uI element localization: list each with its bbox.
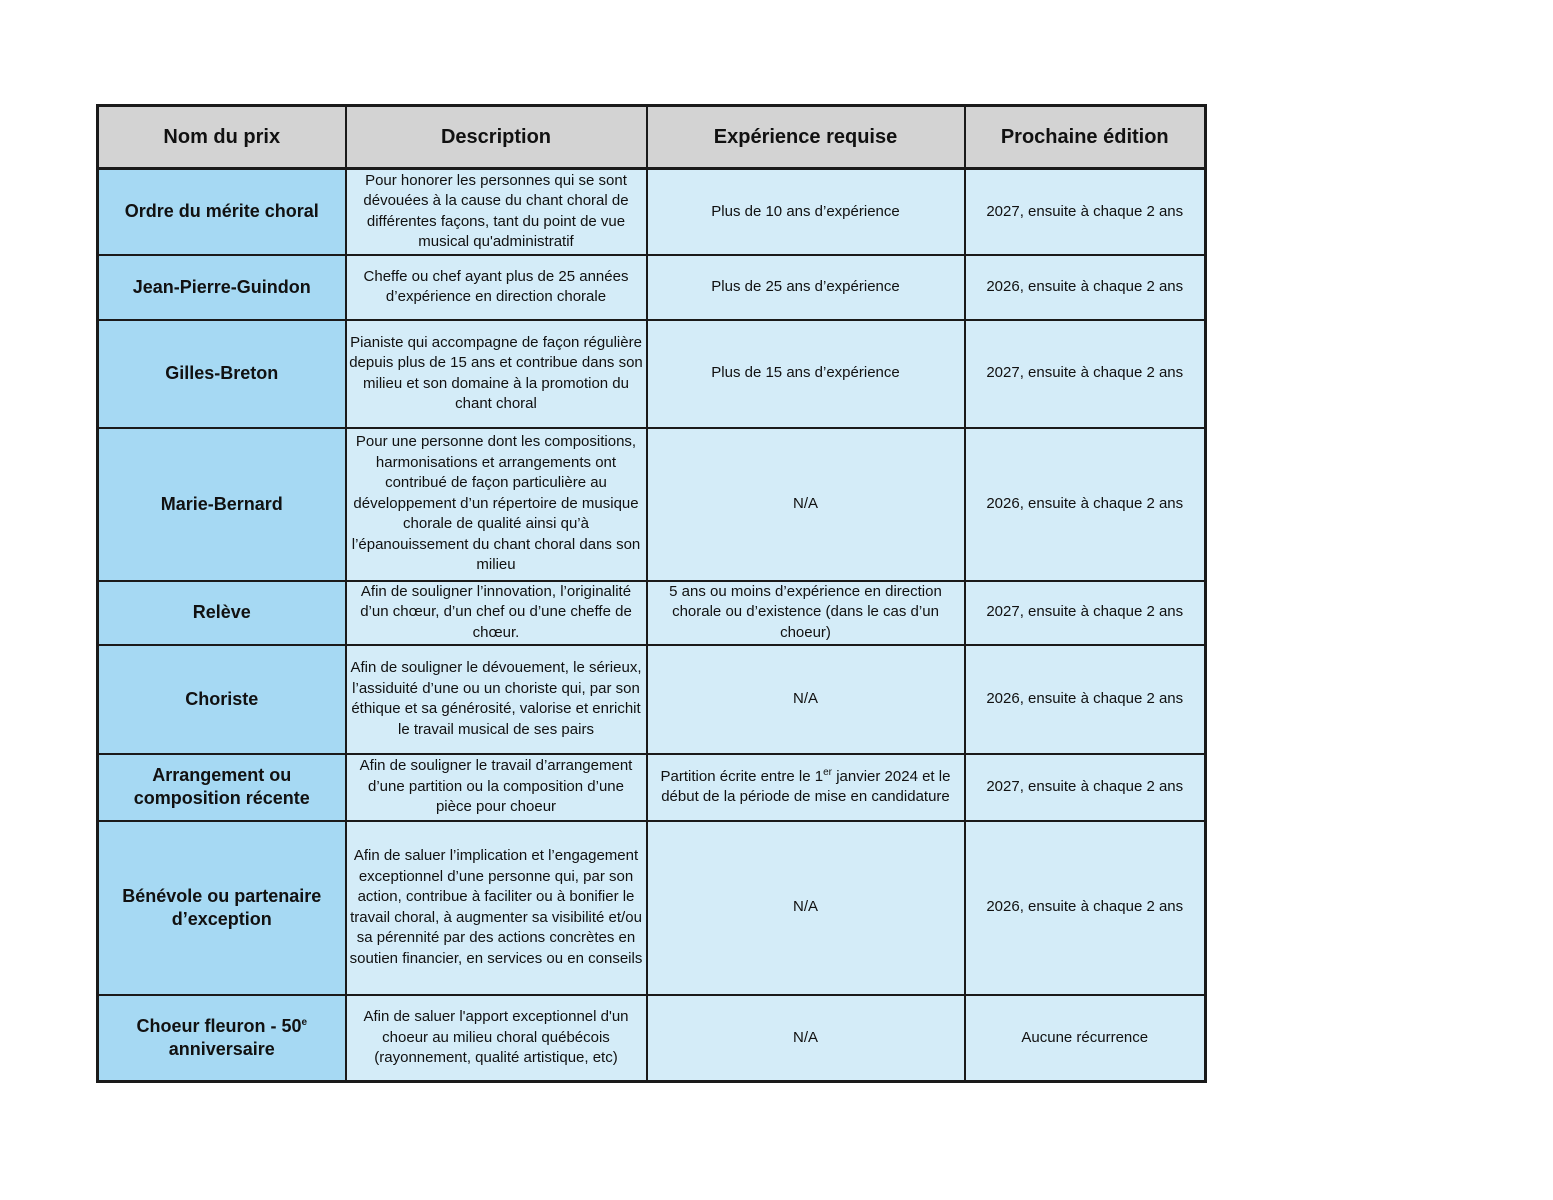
award-description: Pour une personne dont les compositions, harmonisations et arrangements ont contribué de façon particulière au développement d’un répertoire de musique chorale de qualité ainsi qu’à l’épanouissement du chant choral dans son milieu: [346, 428, 647, 581]
table-row: [98, 320, 1206, 428]
table-row: [98, 821, 1206, 995]
table-header: [98, 106, 1206, 169]
table-row: [98, 428, 1206, 581]
header-experience: Expérience requise: [647, 106, 965, 169]
award-experience: Plus de 15 ans d’expérience: [647, 320, 965, 428]
award-next-edition: 2026, ensuite à chaque 2 ans: [965, 645, 1206, 754]
award-next-edition: 2027, ensuite à chaque 2 ans: [965, 169, 1206, 255]
award-description: Pour honorer les personnes qui se sont dévouées à la cause du chant choral de différentes façons, tant du point de vue musical qu'administratif: [346, 169, 647, 255]
award-next-edition: 2026, ensuite à chaque 2 ans: [965, 821, 1206, 995]
award-experience: N/A: [647, 821, 965, 995]
ordinal-superscript: e: [301, 1016, 308, 1028]
experience-text-after: janvier 2024 et le début de la période de mise en candidature: [661, 767, 951, 805]
award-next-edition: 2027, ensuite à chaque 2 ans: [965, 754, 1206, 821]
award-experience: Plus de 25 ans d’expérience: [647, 255, 965, 320]
table-body: [98, 169, 1206, 1082]
award-description: Afin de souligner le travail d’arrangement d’une partition ou la composition d’une pièce pour choeur: [346, 754, 647, 821]
header-row: [98, 106, 1206, 169]
award-description: Afin de saluer l’implication et l’engagement exceptionnel d’une personne qui, par son action, contribue à faciliter ou à bonifier le travail choral, à augmenter sa visibilité et/ou sa pérennité par des actions concrètes en soutien financier, en services ou en conseils: [346, 821, 647, 995]
award-experience: N/A: [647, 645, 965, 754]
awards-table: [96, 104, 1207, 1083]
award-name: Gilles-Breton: [98, 320, 346, 428]
table-row: [98, 995, 1206, 1082]
award-next-edition: 2026, ensuite à chaque 2 ans: [965, 428, 1206, 581]
award-experience: N/A: [647, 995, 965, 1082]
award-description: Cheffe ou chef ayant plus de 25 années d’expérience en direction chorale: [346, 255, 647, 320]
award-name-before: Choeur fleuron - 50: [136, 1015, 302, 1036]
award-name: Relève: [98, 581, 346, 645]
award-description: Afin de souligner le dévouement, le sérieux, l’assiduité d’une ou un choriste qui, par son éthique et sa générosité, valorise et enrichit le travail musical de ses pairs: [346, 645, 647, 754]
experience-text-before: Partition écrite entre le 1: [660, 767, 824, 785]
award-name: Arrangement ou composition récente: [98, 754, 346, 821]
ordinal-superscript: er: [823, 766, 833, 778]
award-description: Afin de souligner l’innovation, l’originalité d’un chœur, d’un chef ou d’une cheffe de chœur.: [346, 581, 647, 645]
award-name: Marie-Bernard: [98, 428, 346, 581]
award-next-edition: 2027, ensuite à chaque 2 ans: [965, 581, 1206, 645]
award-experience: Plus de 10 ans d’expérience: [647, 169, 965, 255]
header-description: Description: [346, 106, 647, 169]
table-row: [98, 645, 1206, 754]
award-name-after: anniversaire: [168, 1038, 275, 1059]
award-name: Ordre du mérite choral: [98, 169, 346, 255]
award-experience: 5 ans ou moins d’expérience en direction chorale ou d’existence (dans le cas d’un choeur): [647, 581, 965, 645]
award-description: Afin de saluer l'apport exceptionnel d'un choeur au milieu choral québécois (rayonnement, qualité artistique, etc): [346, 995, 647, 1082]
award-description: Pianiste qui accompagne de façon régulière depuis plus de 15 ans et contribue dans son milieu et son domaine à la promotion du chant choral: [346, 320, 647, 428]
award-next-edition: 2026, ensuite à chaque 2 ans: [965, 255, 1206, 320]
award-experience: N/A: [647, 428, 965, 581]
award-name: Choriste: [98, 645, 346, 754]
table-row: [98, 581, 1206, 645]
table-row: [98, 169, 1206, 255]
header-award-name: Nom du prix: [98, 106, 346, 169]
award-name: Jean-Pierre-Guindon: [98, 255, 346, 320]
table-row: [98, 255, 1206, 320]
award-experience: [647, 754, 965, 821]
award-name: Bénévole ou partenaire d’exception: [98, 821, 346, 995]
table-row: [98, 754, 1206, 821]
award-next-edition: 2027, ensuite à chaque 2 ans: [965, 320, 1206, 428]
header-next-edition: Prochaine édition: [965, 106, 1206, 169]
award-name: [98, 995, 346, 1082]
award-next-edition: Aucune récurrence: [965, 995, 1206, 1082]
